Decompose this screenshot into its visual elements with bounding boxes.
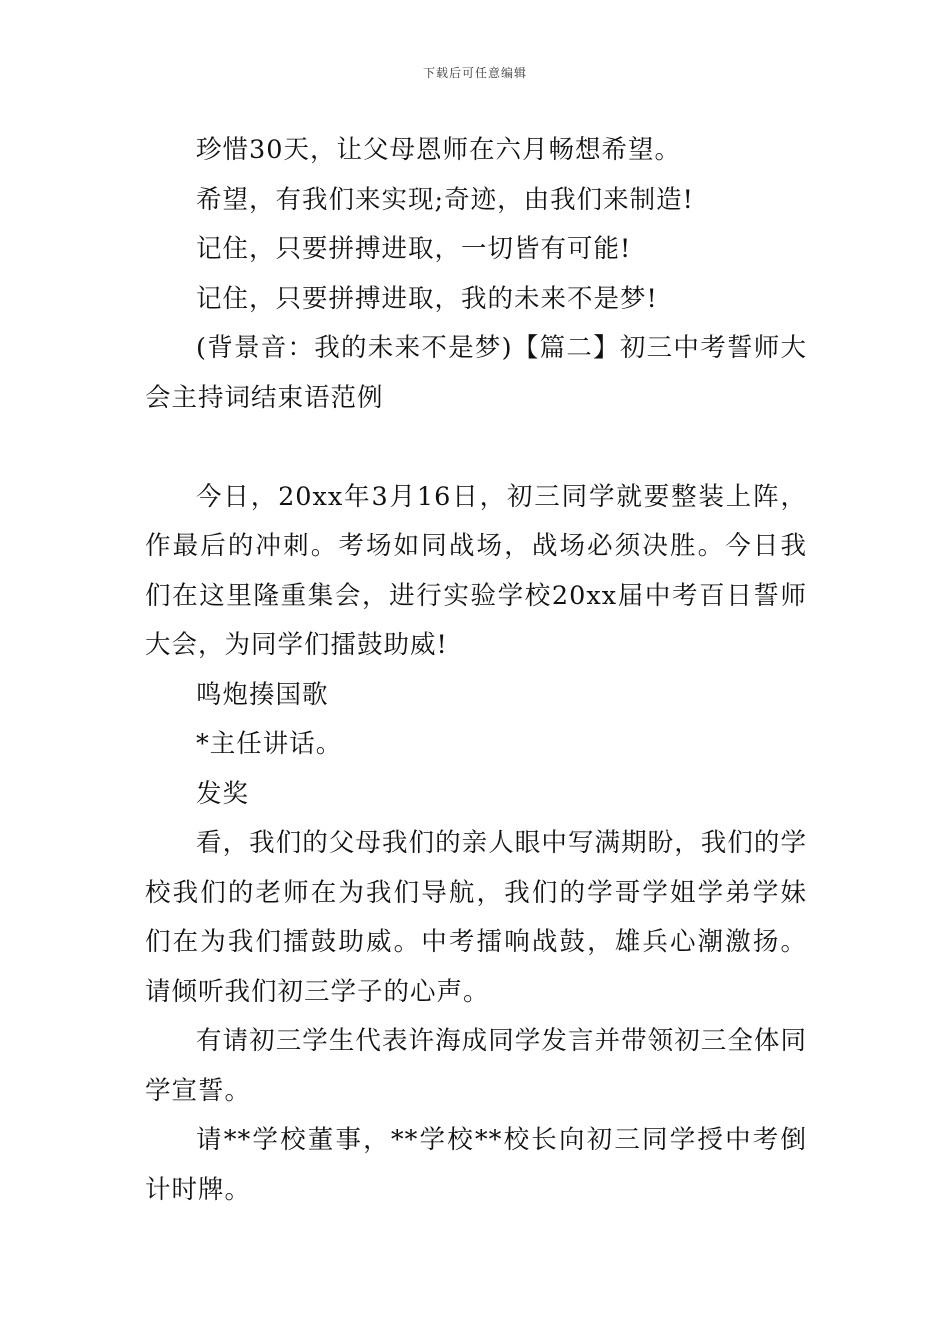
paragraph: 希望，有我们来实现;奇迹，由我们来制造! xyxy=(196,184,694,215)
document-body xyxy=(145,126,807,1215)
paragraph: 发奖 xyxy=(196,778,250,809)
paragraph: 今日，20xx年3月16日，初三同学就要整装上阵，作最后的冲刺。考场如同战场，战场必须决胜。今日我们在这里隆重集会，进行实验学校20xx届中考百日誓师大会，为同学们擂鼓助威! xyxy=(145,481,807,660)
paragraph: 看，我们的父母我们的亲人眼中写满期盼，我们的学校我们的老师在为我们导航，我们的学哥学姐学弟学妹们在为我们擂鼓助威。中考擂响战鼓，雄兵心潮激扬。请倾听我们初三学子的心声。 xyxy=(145,828,807,1007)
paragraph: 记住，只要拼搏进取，一切皆有可能! xyxy=(196,234,632,264)
paragraph: 请**学校董事，**学校**校长向初三同学授中考倒计时牌。 xyxy=(145,1125,807,1205)
paragraph: 珍惜30天，让父母恩师在六月畅想希望。 xyxy=(196,135,681,165)
paragraph: *主任讲话。 xyxy=(196,729,343,759)
page-header: 下载后可任意编辑 xyxy=(422,66,527,80)
paragraph: 有请初三学生代表许海成同学发言并带领初三全体同学宣誓。 xyxy=(145,1026,807,1106)
section-heading-paragraph: (背景音：我的未来不是梦)【篇二】初三中考誓师大会主持词结束语范例 xyxy=(145,333,807,413)
paragraph: 鸣炮揍国歌 xyxy=(196,679,329,710)
paragraph: 记住，只要拼搏进取，我的未来不是梦! xyxy=(196,283,658,314)
